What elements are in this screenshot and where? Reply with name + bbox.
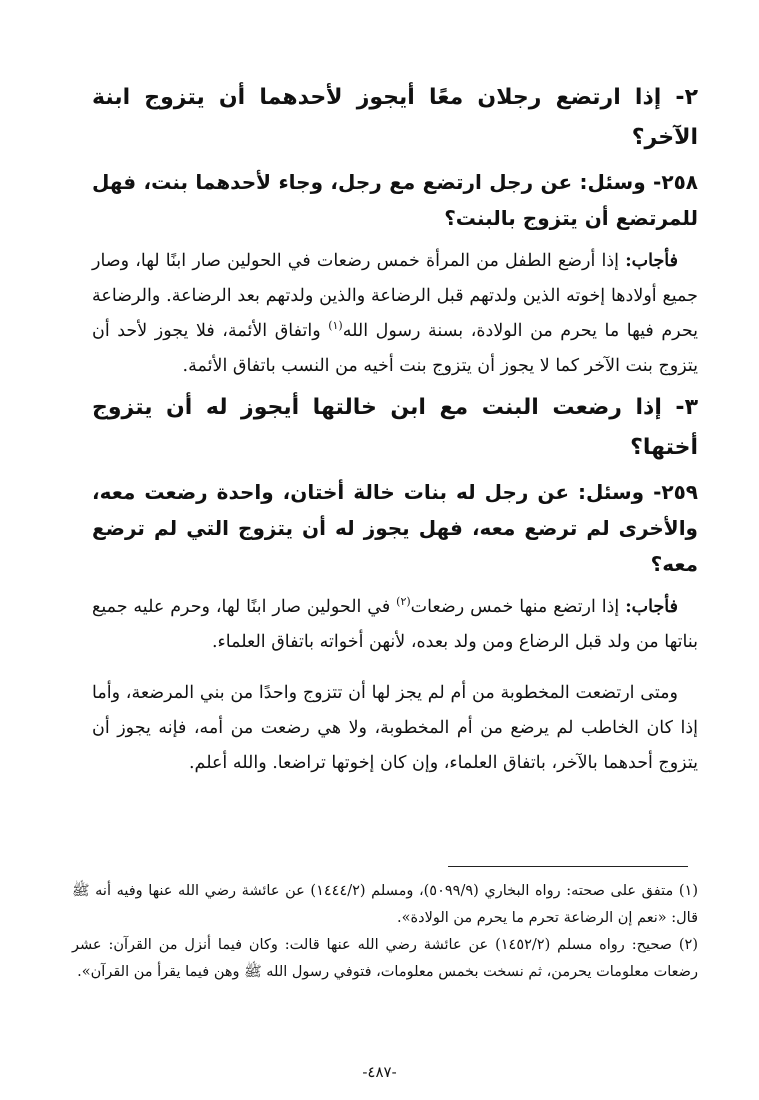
answer-lead: فأجاب:: [625, 597, 678, 617]
footnote-1: (١) متفق على صحته: رواه البخاري (٥٠٩٩/٩)، ومسلم (١٤٤٤/٢) عن عائشة رضي الله عنها وفيه أنه ﷺ قال: «نعم إن الرضاعة تحرم ما يحرم من الولادة».: [72, 883, 698, 926]
page-number: -٤٨٧-: [362, 1063, 397, 1081]
question-259: ٢٥٩- وسئل: عن رجل له بنات خالة أختان، واحدة رضعت معه، والأخرى لم ترضع معه، فهل يجوز له أن يتزوج التي لم ترضع معه؟: [92, 480, 698, 576]
footnote-separator: [448, 866, 688, 867]
answer-text-cont: واتفاق الأئمة، فلا يجوز لأحد أن يتزوج بنت الآخر كما لا يجوز أن يتزوج بنت أخيه من النسب باتفاق الأئمة.: [92, 321, 698, 376]
question-258: ٢٥٨- وسئل: عن رجل ارتضع مع رجل، وجاء لأحدهما بنت، فهل للمرتضع أن يتزوج بالبنت؟: [92, 170, 698, 230]
footnote-ref-2[interactable]: (٢): [396, 595, 411, 609]
answer-text-cont: في الحولين صار ابنًا لها، وحرم عليه جميع بناتها من ولد قبل الرضاع ومن ولد بعده، لأنهن أخواته باتفاق العلماء.: [92, 597, 698, 652]
footnote-ref-1[interactable]: (١): [328, 319, 343, 333]
answer-259-paragraph-2: ومتى ارتضعت المخطوبة من أم لم يجز لها أن تتزوج واحدًا من بني المرضعة، وأما إذا كان الخاطب لم يرضع من أم المخطوبة، ولا هي رضعت من أمه، فإنه يجوز أن يتزوج أحدهما بالآخر، باتفاق العلماء، وإن كان إخوتها تراضعا. والله أعلم.: [92, 683, 698, 773]
answer-text: إذا أرضع الطفل من المرأة خمس رضعات في الحولين صار ابنًا لها، وصار جميع أولادها إخوته الذين ولدتهم قبل الرضاعة والذين ولدتهم بعد الرضاعة. والرضاعة يحرم فيها ما يحرم من الولادة، بسنة رسول الله: [92, 251, 698, 341]
footnote-2: (٢) صحيح: رواه مسلم (١٤٥٢/٢) عن عائشة رضي الله عنها قالت: وكان فيما أنزل من القرآن: عشر رضعات معلومات يحرمن، ثم نسخت بخمس معلومات، فتوفي رسول الله ﷺ وهن فيما يقرأ من القرآن».: [72, 937, 699, 980]
answer-text: إذا ارتضع منها خمس رضعات: [410, 597, 626, 617]
section-heading-3: ٣- إذا رضعت البنت مع ابن خالتها أيجوز له أن يتزوج أختها؟: [92, 395, 698, 460]
footnotes: [72, 878, 698, 986]
answer-258: [92, 244, 698, 384]
answer-259: [92, 590, 698, 660]
section-heading-2: ٢- إذا ارتضع رجلان معًا أيجوز لأحدهما أن يتزوج ابنة الآخر؟: [92, 85, 698, 150]
page-body: [92, 78, 698, 785]
answer-lead: فأجاب:: [625, 251, 678, 271]
